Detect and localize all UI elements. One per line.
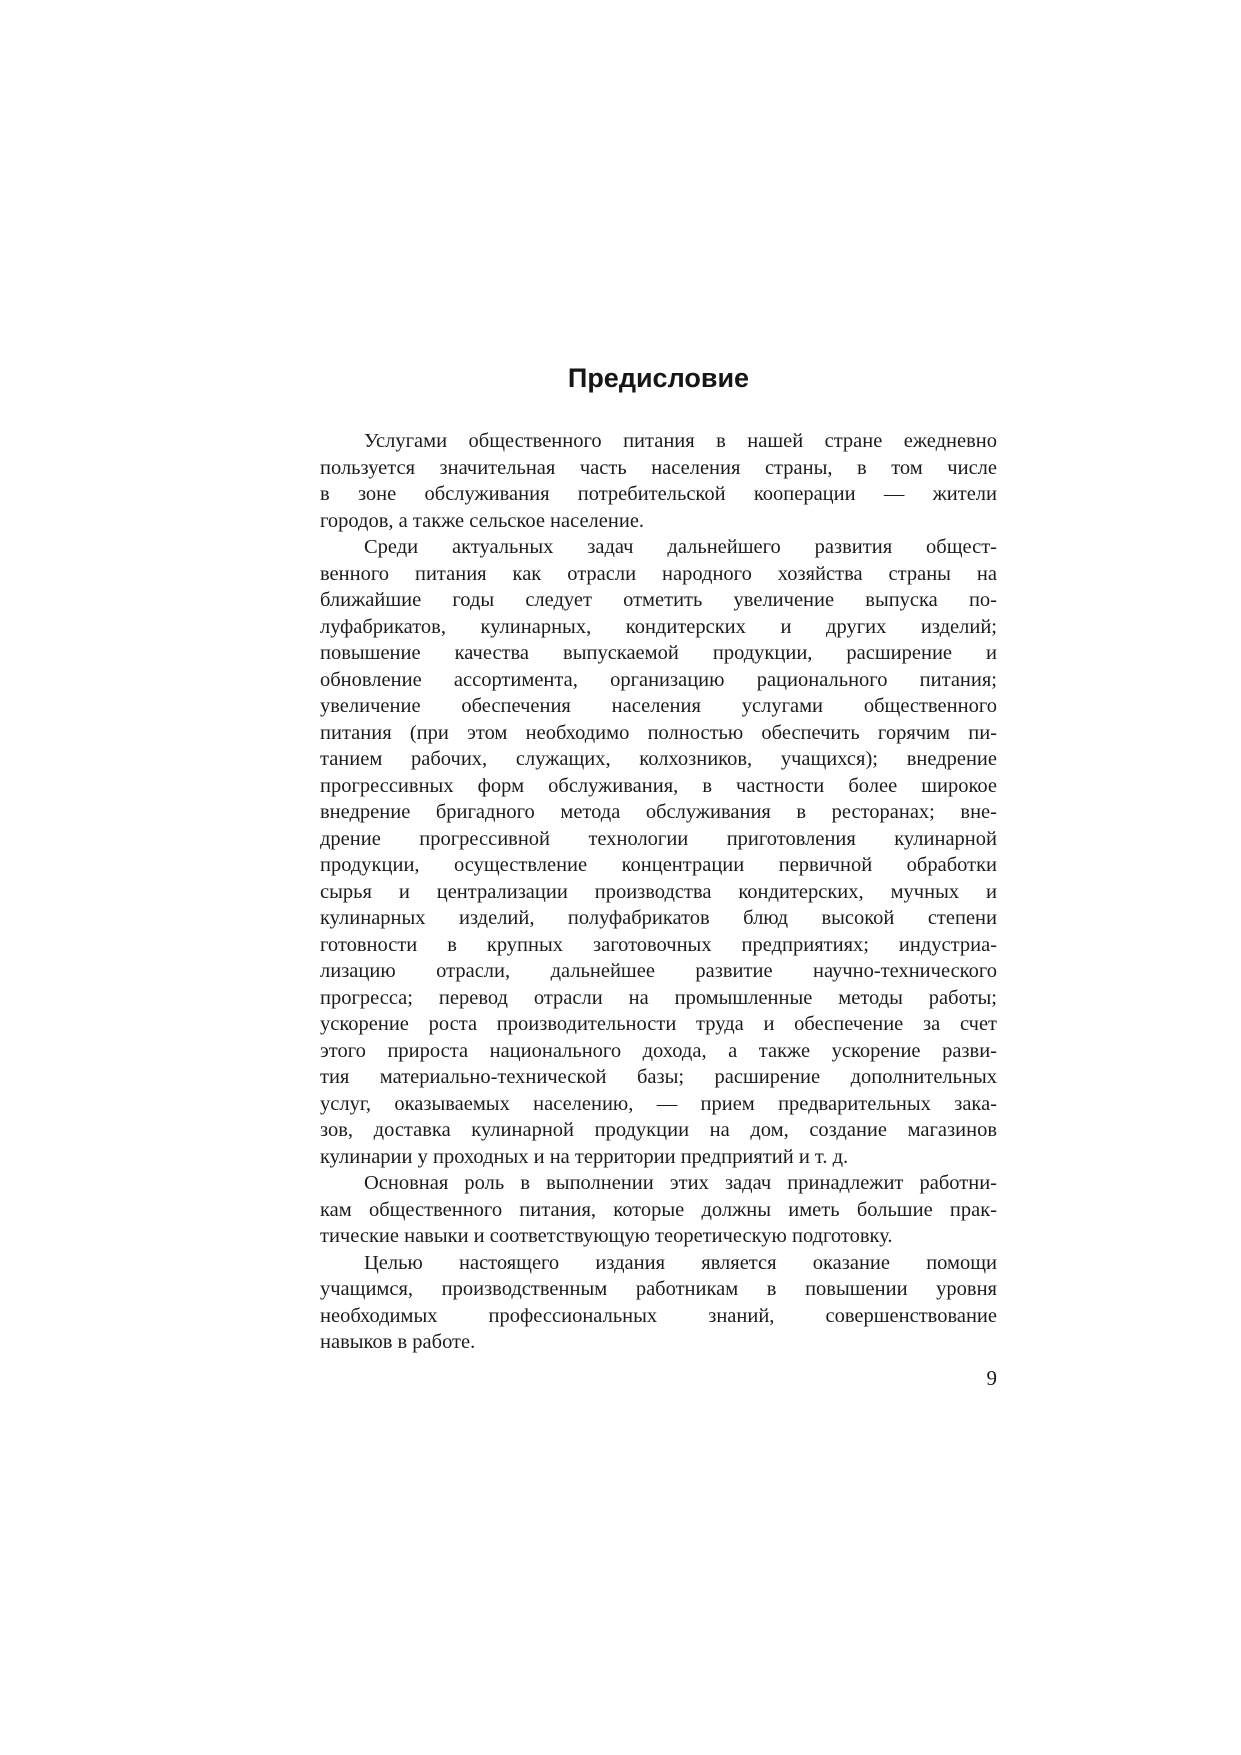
text-line: учащимся, производственным работникам в повышении уровня: [320, 1278, 997, 1300]
paragraph: [320, 534, 997, 1170]
text-line: Целью настоящего издания является оказание помощи: [364, 1251, 997, 1274]
text-line: готовности в крупных заготовочных предприятиях; индустриа-: [320, 933, 997, 956]
text-line: в зоне обслуживания потребительской кооперации — жители: [320, 483, 997, 505]
text-line: Основная роль в выполнении этих задач принадлежит работни-: [364, 1172, 997, 1194]
text-line: внедрение бригадного метода обслуживания в ресторанах; вне-: [320, 801, 997, 823]
text-line: Среди актуальных задач дальнейшего развития общест-: [364, 536, 997, 558]
text-line: тия материально-технической базы; расширение дополнительных: [320, 1066, 997, 1088]
text-line: луфабрикатов, кулинарных, кондитерских и других изделий;: [320, 615, 997, 638]
page-number: 9: [986, 1366, 997, 1390]
paragraph: [320, 1250, 997, 1356]
text-line: питания (при этом необходимо полностью обеспечить горячим пи-: [320, 721, 997, 744]
text-line: сырья и централизации производства кондитерских, мучных и: [320, 880, 997, 903]
text-line: прогрессивных форм обслуживания, в частности более широкое: [320, 774, 997, 797]
text-line: прогресса; перевод отрасли на промышленные методы работы;: [320, 986, 997, 1009]
text-line: навыков в работе.: [320, 1331, 476, 1353]
text-line: танием рабочих, служащих, колхозников, учащихся); внедрение: [320, 748, 997, 770]
text-line: кулинарии у проходных и на территории предприятий и т. д.: [320, 1145, 849, 1168]
text-line: кулинарных изделий, полуфабрикатов блюд высокой степени: [320, 907, 997, 929]
text-line: кам общественного питания, которые должны иметь большие прак-: [320, 1198, 997, 1221]
text-line: дрение прогрессивной технологии приготовления кулинарной: [320, 827, 997, 850]
text-line: обновление ассортимента, организацию рационального питания;: [320, 668, 997, 691]
text-line: необходимых профессиональных знаний, совершенствование: [320, 1304, 997, 1327]
text-line: пользуется значительная часть населения страны, в том числе: [320, 456, 997, 479]
text-line: повышение качества выпускаемой продукции, расширение и: [320, 642, 997, 664]
text-line: этого прироста национального дохода, а также ускорение разви-: [320, 1039, 997, 1062]
text-line: ускорение роста производительности труда и обеспечение за счет: [320, 1013, 997, 1035]
text-line: ближайшие годы следует отметить увеличение выпуска по-: [320, 589, 997, 611]
text-line: зов, доставка кулинарной продукции на дом, создание магазинов: [320, 1119, 997, 1141]
page-title: Предисловие: [567, 363, 750, 393]
text-line: продукции, осуществление концентрации первичной обработки: [320, 854, 997, 876]
text-line: лизацию отрасли, дальнейшее развитие научно-технического: [320, 960, 997, 982]
text-line: Услугами общественного питания в нашей стране ежедневно: [364, 430, 997, 452]
text-line: городов, а также сельское население.: [320, 509, 645, 532]
text-line: тические навыки и соответствующую теоретическую подготовку.: [320, 1225, 893, 1247]
text-line: увеличение обеспечения населения услугами общественного: [320, 695, 997, 717]
paragraph: [320, 1170, 997, 1250]
text-line: услуг, оказываемых населению, — прием предварительных зака-: [320, 1092, 997, 1115]
body-text: [320, 428, 997, 1356]
paragraph: [320, 428, 997, 534]
text-line: венного питания как отрасли народного хозяйства страны на: [320, 562, 997, 585]
